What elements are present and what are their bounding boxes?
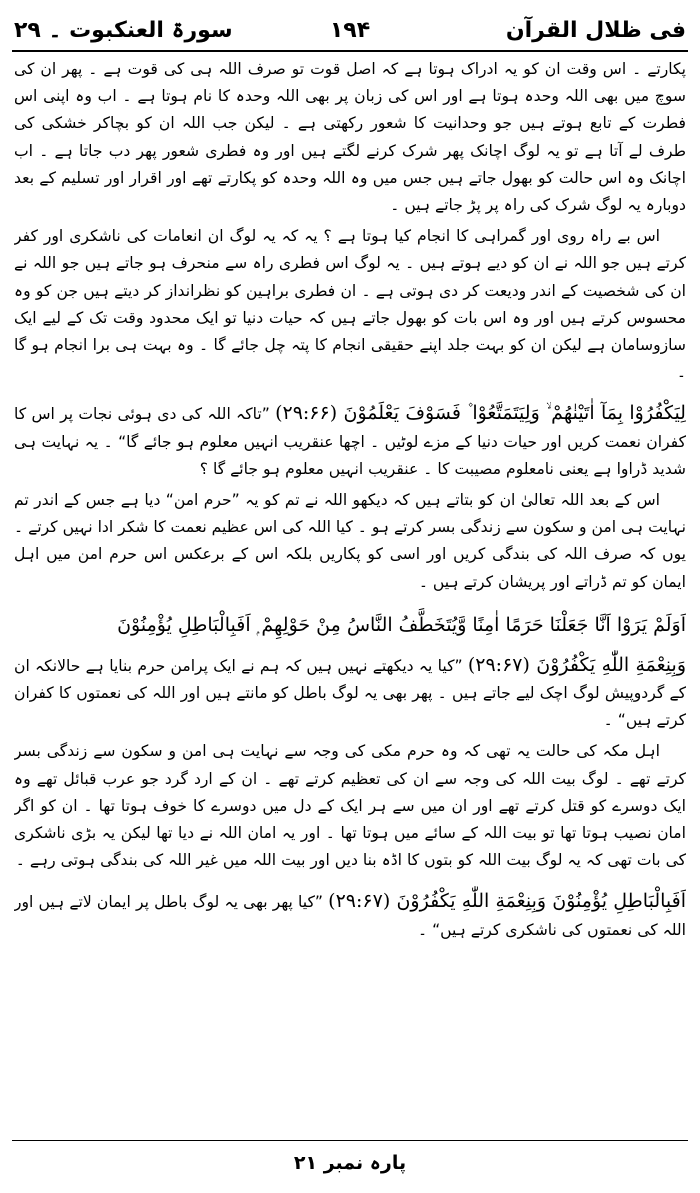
ayah-block xyxy=(14,652,686,735)
ayah-arabic-line: اَوَلَمْ يَرَوْا اَنَّا جَعَلْنَا حَرَمًا اٰمِنًا وَّيُتَخَطَّفُ النَّاسُ مِنْ حَوْلِهِمْ ۭ اَفَبِالْبَاطِلِ يُؤْمِنُوْنَ xyxy=(117,613,686,636)
ayah-block xyxy=(14,400,686,483)
ayah-arabic: لِيَكْفُرُوْا بِمَآ اٰتَيْنٰهُمْ ۙ وَلِيَتَمَتَّعُوْا ۫ فَسَوْفَ يَعْلَمُوْنَ (۲۹:۶۶) xyxy=(275,402,686,425)
ayah-commentary: ”کیا پھر بھی یہ لوگ باطل پر ایمان لاتے ہیں اور اللہ کی نعمتوں کی ناشکری کرتے ہیں“ ۔ xyxy=(14,893,686,939)
book-title: فی ظلال القرآن xyxy=(505,18,686,43)
paragraph: اس کے بعد اللہ تعالیٰ ان کو بتاتے ہیں کہ دیکھو اللہ نے تم کو یہ ”حرم امن“ دیا ہے جس کے اندر تم نہایت ہی امن و سکون سے زندگی بسر کرتے ہو ۔ کیا اللہ کی اس عظیم نعمت کا شکر ادا نہیں کرتے ۔ یوں کہ صرف اللہ کی بندگی کریں اور اسی کو پکاریں بلکہ اس کے برعکس اس حرم امن میں اہل ایمان کو تم ڈراتے اور پریشان کرتے ہیں ۔ xyxy=(14,491,686,591)
page-header xyxy=(12,8,688,52)
surah-info: سورۃ العنکبوت ۔ ۲۹ xyxy=(14,18,233,43)
paragraph: اہل مکہ کی حالت یہ تھی کہ وہ حرم مکی کی وجہ سے نہایت ہی امن و سکون سے زندگی بسر کرتے تھے ۔ لوگ بیت اللہ کی وجہ سے ان کی تعظیم کرتے تھے ۔ ان کے ارد گرد جو عرب قبائل تھے وہ ایک دوسرے کو قتل کرتے تھے اور ان میں سے ہر ایک کے دل میں دوسرے کا خوف ہوتا تھا ۔ ان کو اگر امان نصیب ہوتا تھا تو بیت اللہ کے سائے میں ہوتا تھا ۔ اور یہ امان اللہ نے دیا تھا لیکن یہ بڑی ناشکری کی بات تھی کہ یہ لوگ بیت اللہ کو بتوں کا اڈہ بنا دیں اور بیت اللہ میں غیر اللہ کی بندگی ہوتی رہے ۔ xyxy=(14,742,686,870)
para-label: پارہ نمبر ۲۱ xyxy=(293,1152,407,1174)
ayah-commentary: ”تاکہ اللہ کی دی ہوئی نجات پر اس کا کفران نعمت کریں اور حیات دنیا کے مزے لوٹیں ۔ اچھا عنقریب انہیں معلوم ہو جائے گا“ ۔ یہ نہایت ہی شدید ڈراوا ہے یعنی نامعلوم مصیبت کا ۔ عنقریب انہیں معلوم ہو جائے گا ؟ xyxy=(14,405,686,478)
header-divider xyxy=(12,50,688,52)
page-number: ۱۹۴ xyxy=(329,18,371,43)
ayah-arabic: وَبِنِعْمَةِ اللّٰهِ يَكْفُرُوْنَ (۲۹:۶۷) xyxy=(467,653,686,676)
paragraph: پکارتے ۔ اس وقت ان کو یہ ادراک ہوتا ہے کہ اصل قوت تو صرف اللہ ہی کی قوت ہے ۔ پھر ان کی سوچ میں بھی اللہ وحدہ ہوتا ہے اور اس کی زبان پر بھی اللہ وحدہ کا نام ہوتا ہے ۔ اب وہ اپنی اس فطرت کے تابع ہوتے ہیں جو وحدانیت کا شعور رکھتی ہے ۔ لیکن جب اللہ ان کو بچاکر خشکی کی طرف لے آتا ہے تو یہ لوگ اچانک پھر شرک کرنے لگتے ہیں اور وہ فطری شعور پھر دب جاتا ہے ۔ اب اچانک وہ اس حالت کو بھول جاتے ہیں جس میں وہ اللہ وحدہ کو پکارتے تھے اور اقرار اور تسلیم کے بعد دوبارہ یہ لوگ شرک کی راہ پر پڑ جاتے ہیں ۔ xyxy=(14,60,686,215)
footer-divider xyxy=(12,1140,688,1141)
ayah-block xyxy=(14,888,686,943)
page-body xyxy=(14,56,686,1134)
ayah-arabic: اَفَبِالْبَاطِلِ يُؤْمِنُوْنَ وَبِنِعْمَةِ اللّٰهِ يَكْفُرُوْنَ (۲۹:۶۷) xyxy=(328,890,686,913)
paragraph: اس بے راہ روی اور گمراہی کا انجام کیا ہوتا ہے ؟ یہ کہ یہ لوگ ان انعامات کی ناشکری اور کفر کرتے ہیں جو اللہ نے ان کو دیے ہوتے ہیں ۔ یہ لوگ اس فطری راہ سے منحرف ہو جاتے ہیں جو اللہ نے ان کی شخصیت کے اندر ودیعت کر دی ہوتی ہے ۔ ان فطری براہین کو نظرانداز کر دیتے ہیں جن کو وہ محسوس کرتے ہیں اور وہ اس بات کو بھول جاتے ہیں کہ حیات دنیا تو ایک محدود وقت تک کے لیے ایک سازوسامان ہے لیکن ان کو بہت جلد اپنے حقیقی انجام کا پتہ چل جائے گا ۔ وہ بہت ہی برا انجام ہو گا ۔ xyxy=(14,227,686,382)
ayah-commentary: ”کیا یہ دیکھتے نہیں ہیں کہ ہم نے ایک پرامن حرم بنایا ہے حالانکہ ان کے گردوپیش لوگ اچک لیے جاتے ہیں ۔ پھر بھی یہ لوگ باطل کو مانتے ہیں اور اللہ کی نعمتوں کا کفران کرتے ہیں“ ۔ xyxy=(14,656,686,730)
